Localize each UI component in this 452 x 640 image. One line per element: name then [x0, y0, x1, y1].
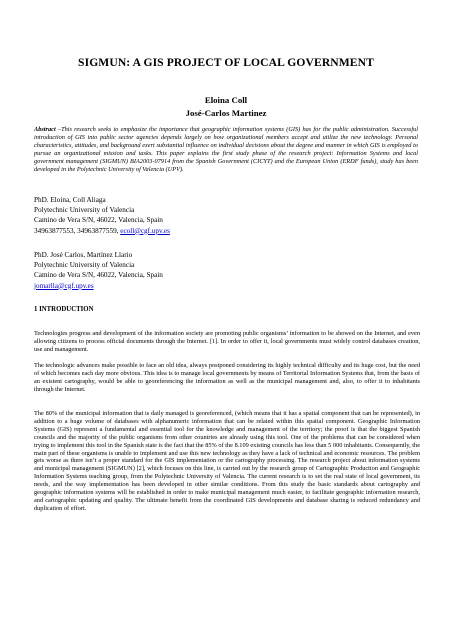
paragraph-2: The technologic advances make possible to face an old idea, always postponed considering its highly technical difficulty and its huge cost, but the need of which becomes each day more obvious. This idea is to manage local governments by means of Territorial Information Systems that, from the basis of an existent cartography, would be able to georeferencing the information as well as the municipal management and, also, to offer it to inhabitants through the Internet. — [34, 362, 420, 393]
address-1-institution: Polytechnic University of Valencia — [34, 206, 135, 215]
paragraph-3: The 80% of the municipal information that is daily managed is georeferenced, (which means that it has a spatial component that can be represented), in addition to a huge volume of databases with alphanumeric information that can be related within this spatial component. Geographic Information Systems (GIS) represent a fundamental and essential tool for the knowledge and management of the territory; the proof is that the biggest Spanish councils and the majority of the public organisms from other countries are already using this tool. One of the problems that can be considered when trying to implement this tool in the Spanish state is the fact that the 85% of the 8.109 existing councils has less than 5 000 inhabitants. Consequently, the main part of these organisms is unable to implement and use this new technology as they have a lack of technical and economic resources. The problem gets worse as there isn’t a proper standard for the GIS implementation or the cartography processing. The research project about information systems and municipal management (SIGMUN) [2], which focuses on this line, is carried out by the research group of Cartographic Production and Geographic Information Systems teaching group, from the Polytechnic University of Valencia. The current research is to set the real state of local government, its needs, and the way implementation has been developed in other similar conditions. From this study the basic standards about cartography and geographic information systems will be established in order to make municipal management much easier, to facilitate geographic information research, and cartographic updating and quality. The ultimate benefit from the coordinated GIS developments and database sharing is reduced redundancy and duplication of effort. — [34, 410, 420, 512]
address-2-name: PhD. José Carlos, Martínez Llario — [34, 251, 133, 259]
address-1-phone: 34963877553, 34963877559, — [34, 226, 121, 235]
address-1-street: Camino de Vera S/N, 46022, Valencia, Spain — [34, 216, 163, 225]
address-2-email-link[interactable]: jomarlla@cgf.upv.es — [34, 281, 94, 290]
section-heading: 1 INTRODUCTION — [34, 306, 94, 313]
address-1-email-link[interactable]: ecoll@cgf.upv.es — [120, 226, 170, 235]
paragraph-1: Technologies progress and development of the information society are promoting public organisms’ information to be showed on the Internet, and even allowing citizens to process official documents through the Internet. [1]. In order to offer it, local governments must widely control databases creation, use and management. — [34, 330, 420, 353]
author-2: José-Carlos Martinez — [185, 108, 267, 118]
address-2-institution: Polytechnic University of Valencia — [34, 261, 135, 270]
address-block-1 — [34, 195, 334, 236]
abstract-label: Abstract — [34, 126, 56, 133]
address-2-street: Camino de Vera S/N, 46022, Valencia, Spain — [34, 271, 163, 280]
paper-title: SIGMUN: A GIS PROJECT OF LOCAL GOVERNMENT — [78, 56, 374, 69]
address-block-2 — [34, 250, 334, 291]
address-1-name: PhD. Eloina, Coll Aliaga — [34, 196, 106, 204]
address-1-contact — [34, 226, 334, 236]
author-1: Eloina Coll — [204, 95, 248, 105]
abstract — [34, 126, 418, 175]
abstract-text: –This research seeks to emphasize the importance that geographic information systems (GIS) has for the public administration. Successful introduction of GIS into public sector agencies depends largely on how organizational members accept and utilize the new technology. Personal characteristics, attitudes, and background exert substantial influence on individual decisions about the degree and manner in which GIS is employed to pursue an organizational mission and tasks. This paper explains the first study phase of the research project: Information Systems and local government management (SIGMUN) BIA2003-07914 from the Spanish Government (CICYT) and the European Union (ERDF funds), study has been developed in the Polytechnic University of Valencia (UPV). — [34, 126, 418, 174]
